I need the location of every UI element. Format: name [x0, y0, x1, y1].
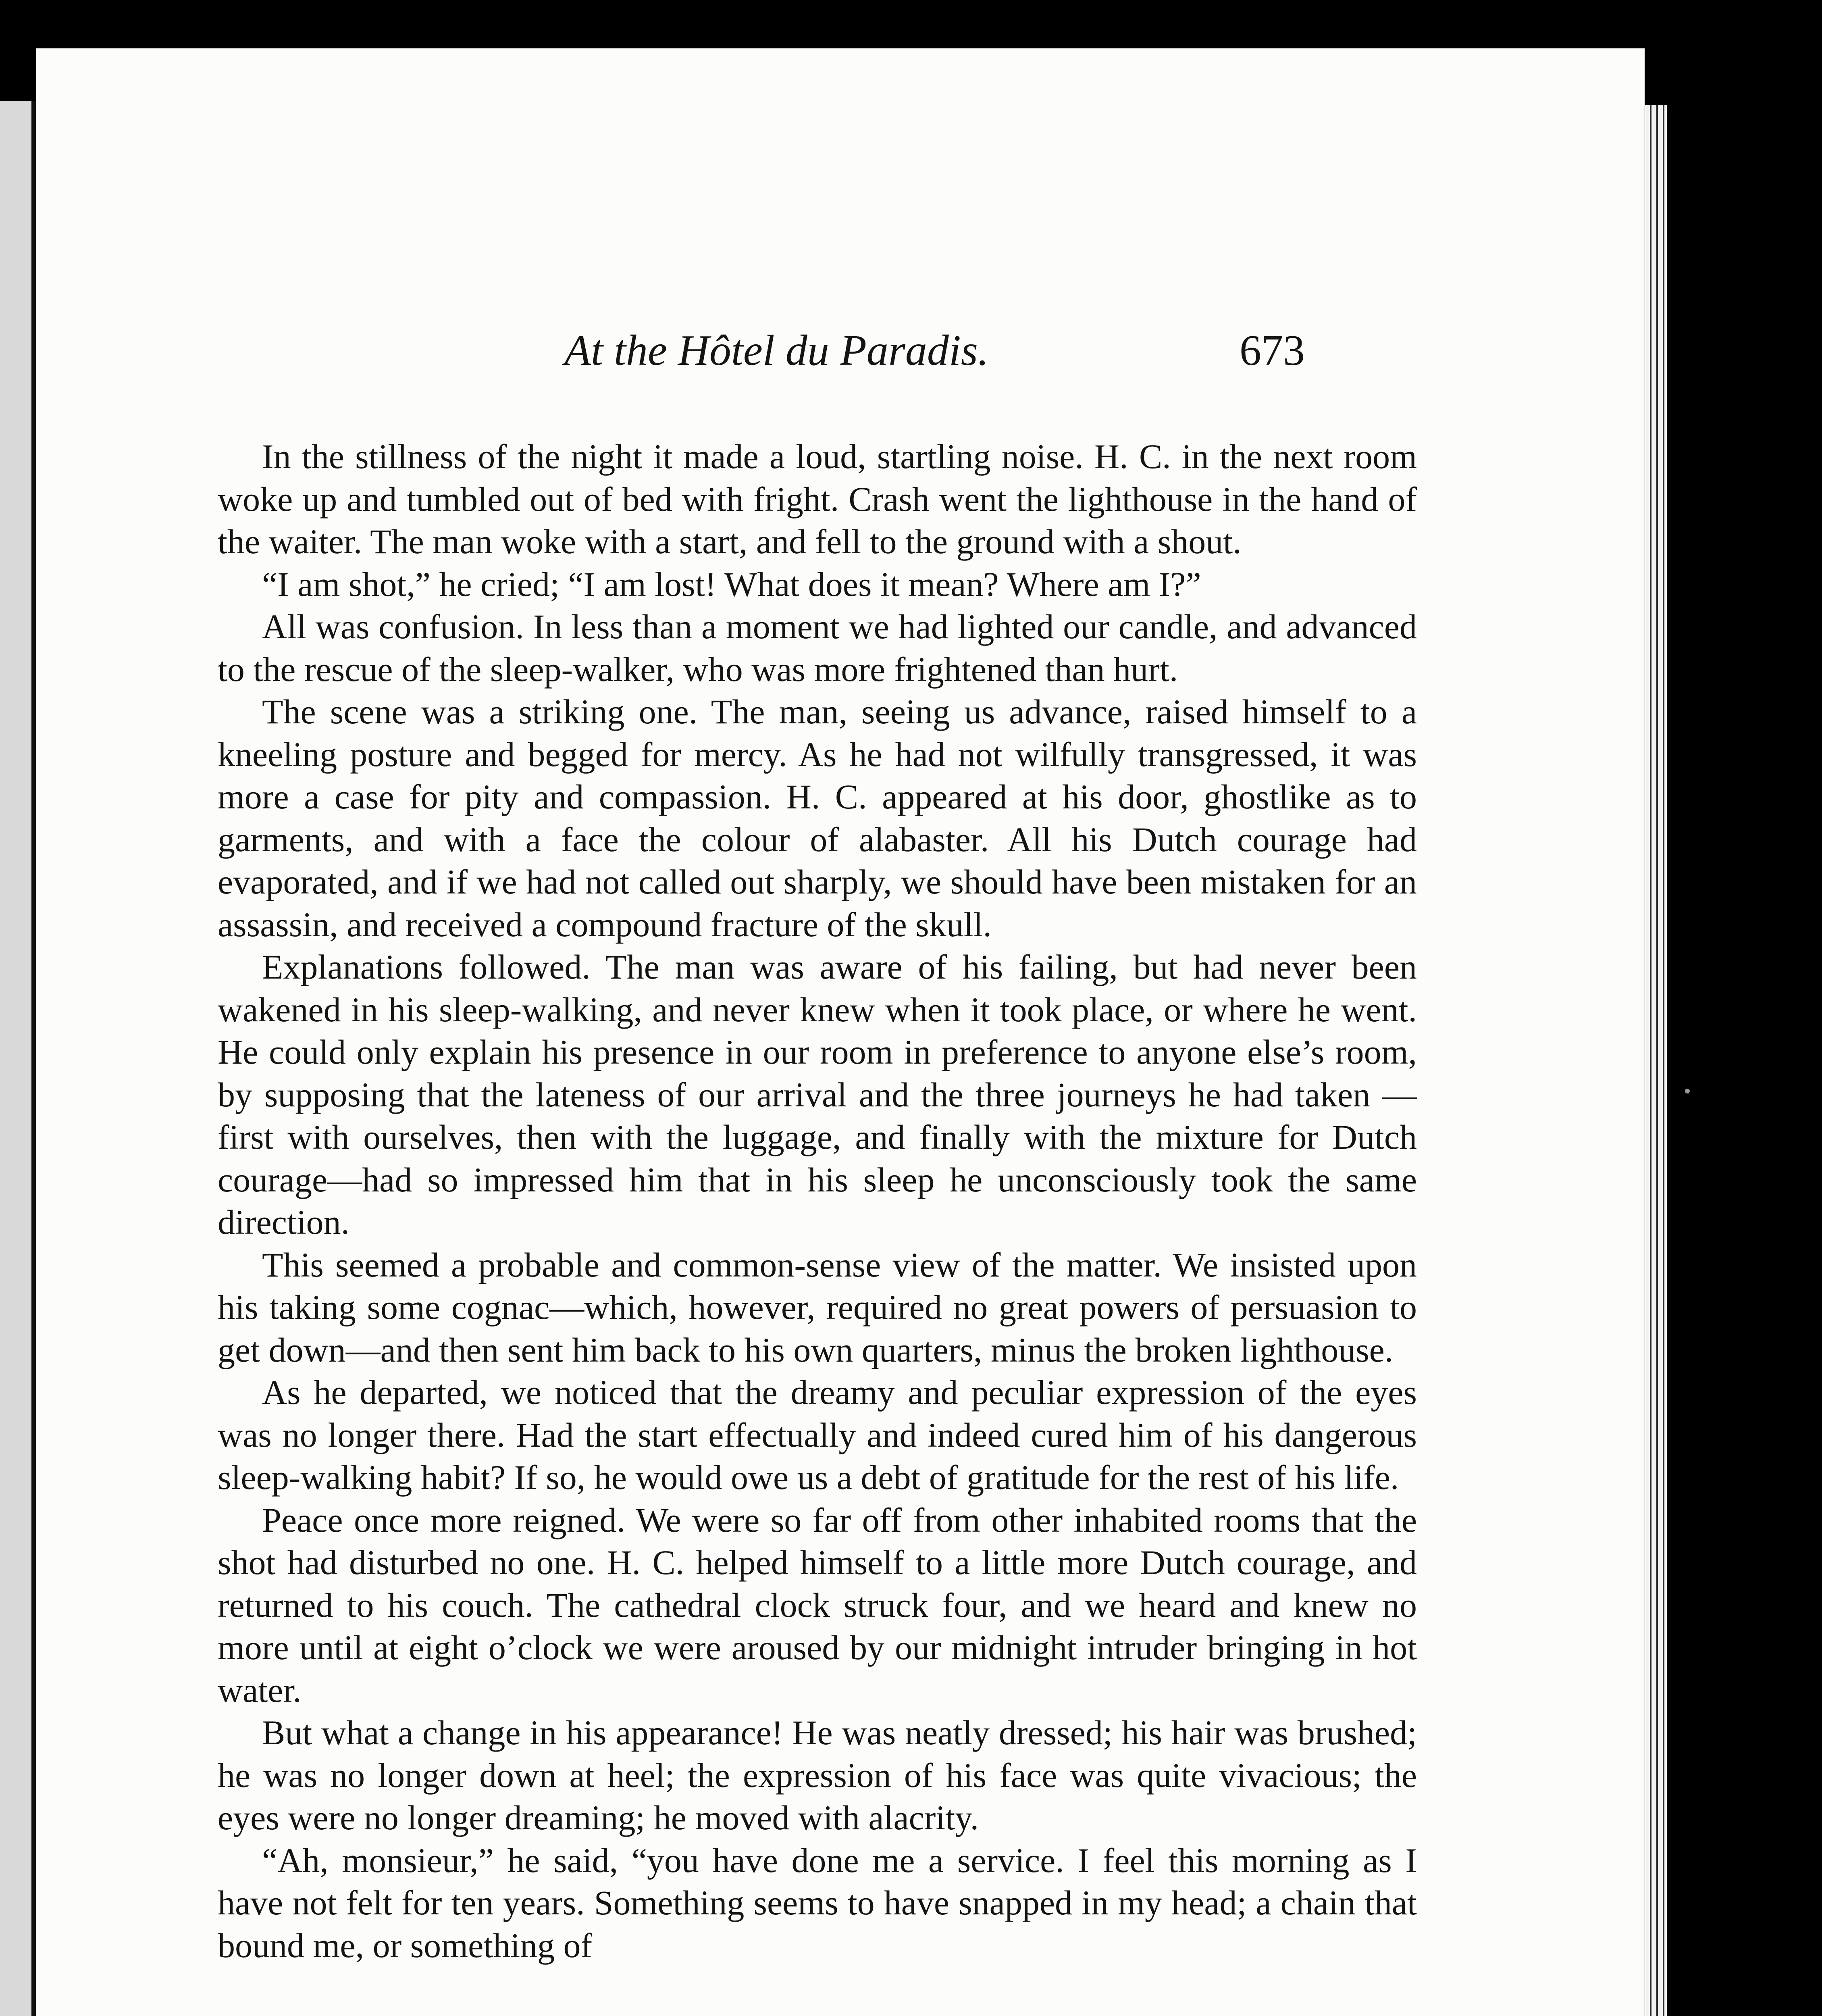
paragraph: Peace once more reigned. We were so far off from other inhabited rooms that the shot had disturbed no one. H. C. helped himself to a little more Dutch courage, and returned to his couch. The cathedral clock struck four, and we heard and knew no more until at eight o’clock we were aroused by our midnight intruder bringing in hot water. [218, 1500, 1417, 1710]
paragraph: As he departed, we noticed that the dreamy and peculiar expression of the eyes was no longer there. Had the start effectually and indeed cured him of his dangerous sleep-walking habit? If so, he would owe us a debt of gratitude for the rest of his life. [218, 1373, 1417, 1497]
paragraph: This seemed a probable and common-sense view of the matter. We insisted upon his taking some cognac—which, however, required no great powers of persuasion to get down—and then sent him back to his own quarters, minus the broken lighthouse. [218, 1245, 1417, 1369]
paragraph: All was confusion. In less than a moment we had lighted our candle, and advanced to the rescue of the sleep-walker, who was more frightened than hurt. [218, 607, 1417, 689]
paragraph: Explanations followed. The man was aware of his failing, but had never been wakened in his sleep-walking, and never knew when it took place, or where he went. He could only explain his presence in our room in preference to anyone else’s room, by supposing that the lateness of our arrival and the three journeys he had taken —first with ourselves, then with the luggage, and finally with the mixture for Dutch courage—had so impressed him that in his sleep he unconsciously took the same direction. [218, 948, 1417, 1241]
paragraph: “I am shot,” he cried; “I am lost! What does it mean? Where am I?” [262, 564, 1201, 604]
scan-speck [1685, 1089, 1690, 1093]
facing-page-edge [0, 101, 35, 2016]
page-number: 673 [1240, 327, 1305, 375]
body-text [218, 435, 1417, 1967]
paragraph: The scene was a striking one. The man, seeing us advance, raised himself to a kneeling posture and begged for mercy. As he had not wilfully transgressed, it was more a case for pity and compassion. H. C. appeared at his door, ghostlike as to garments, and with a face the colour of alabaster. All his Dutch courage had evaporated, and if we had not called out sharply, we should have been mistaken for an assassin, and received a compound fracture of the skull. [218, 692, 1417, 944]
running-title: At the Hôtel du Paradis. [564, 327, 989, 375]
paragraph: In the stillness of the night it made a loud, startling noise. H. C. in the next room woke up and tumbled out of bed with fright. Crash went the lighthouse in the hand of the waiter. The man woke with a start, and fell to the ground with a shout. [218, 437, 1417, 561]
paragraph: But what a change in his appearance! He was neatly dressed; his hair was brushed; he was no longer down at heel; the expression of his face was quite vivacious; the eyes were no longer dreaming; he moved with alacrity. [218, 1713, 1417, 1837]
book-page [36, 48, 1645, 2016]
paragraph: “Ah, monsieur,” he said, “you have done me a service. I feel this morning as I have not felt for ten years. Something seems to have snapped in my head; a chain that bound me, or something of [218, 1841, 1417, 1965]
running-head [36, 310, 1645, 391]
